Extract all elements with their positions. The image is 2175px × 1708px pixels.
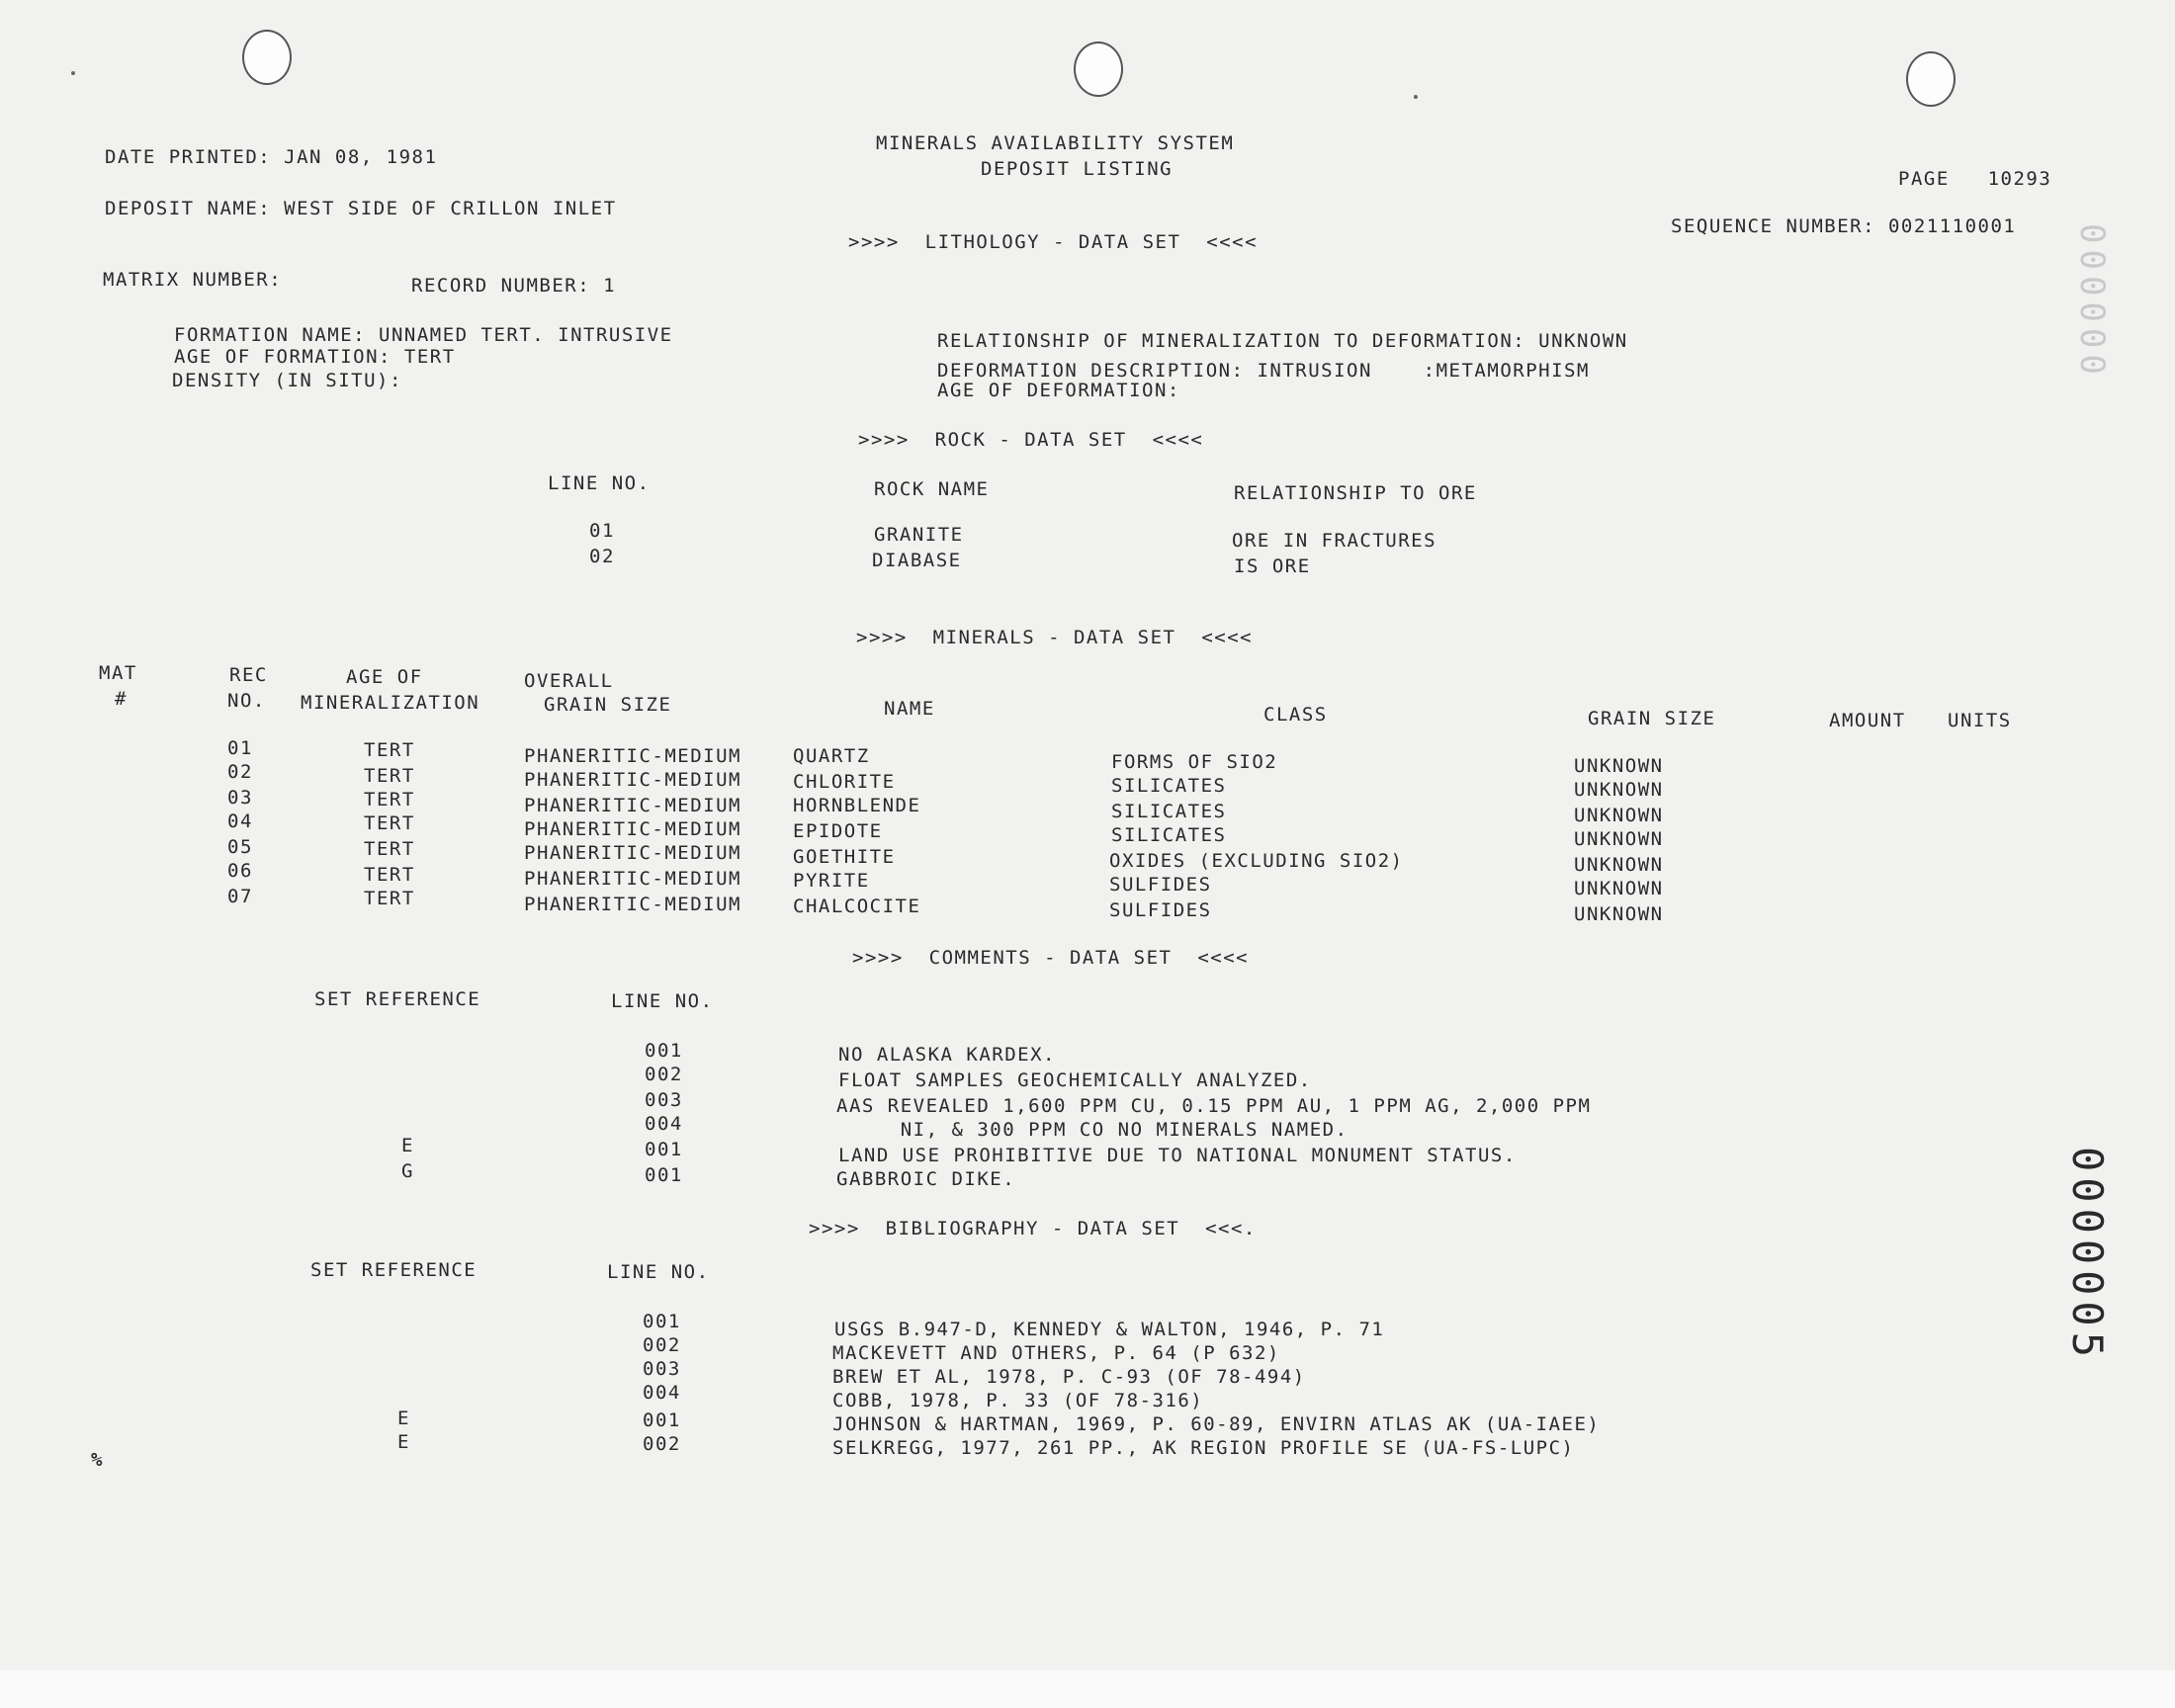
mineral-class: SULFIDES — [1109, 874, 1212, 896]
mineral-name: CHALCOCITE — [793, 896, 921, 917]
mineral-rec: 06 — [227, 860, 253, 882]
punch-hole-right — [1906, 51, 1956, 107]
mineral-grain: UNKNOWN — [1574, 779, 1664, 801]
bibliography-ref: E — [397, 1408, 410, 1429]
lithology-section-title: >>>> LITHOLOGY - DATA SET <<<< — [848, 231, 1259, 253]
mineral-age: TERT — [364, 838, 415, 860]
mineral-grain: UNKNOWN — [1574, 805, 1664, 826]
minerals-header-age-of: AGE OF — [346, 666, 423, 688]
bibliography-line: 003 — [643, 1358, 681, 1380]
comments-section-title: >>>> COMMENTS - DATA SET <<<< — [852, 947, 1250, 969]
mineral-grain: UNKNOWN — [1574, 903, 1664, 925]
mineral-name: QUARTZ — [793, 745, 870, 767]
age-of-formation: AGE OF FORMATION: TERT — [174, 346, 456, 368]
mineralization-relationship: RELATIONSHIP OF MINERALIZATION TO DEFORMATION: UNKNOWN — [937, 330, 1628, 352]
mineral-class: FORMS OF SIO2 — [1111, 751, 1278, 773]
comment-text: NI, & 300 PPM CO NO MINERALS NAMED. — [836, 1119, 1348, 1141]
mineral-rec: 02 — [227, 761, 253, 783]
percent-mark: % — [91, 1449, 104, 1471]
mineral-name: HORNBLENDE — [793, 795, 921, 816]
page-number: PAGE 10293 — [1898, 168, 2052, 190]
mineral-name: EPIDOTE — [793, 820, 883, 842]
rock-row-name: DIABASE — [872, 550, 962, 571]
minerals-header-name: NAME — [884, 698, 935, 720]
bibliography-text: USGS B.947-D, KENNEDY & WALTON, 1946, P. 71 — [834, 1319, 1385, 1340]
comment-line: 004 — [645, 1113, 683, 1135]
bibliography-text: MACKEVETT AND OTHERS, P. 64 (P 632) — [832, 1342, 1280, 1364]
bibliography-text: JOHNSON & HARTMAN, 1969, P. 60-89, ENVIRN ATLAS AK (UA-IAEE) — [832, 1413, 1601, 1435]
minerals-header-mat-hash: # — [115, 688, 128, 710]
mineral-rec: 03 — [227, 787, 253, 809]
mineral-name: GOETHITE — [793, 846, 896, 868]
mineral-overall: PHANERITIC-MEDIUM — [524, 769, 741, 791]
mineral-grain: UNKNOWN — [1574, 755, 1664, 777]
sheet-bottom-edge — [0, 1670, 2175, 1708]
comment-ref: G — [401, 1160, 414, 1182]
rock-row-name: GRANITE — [874, 524, 964, 546]
ink-speck — [71, 71, 75, 75]
mineral-overall: PHANERITIC-MEDIUM — [524, 795, 741, 816]
comments-header-set-reference: SET REFERENCE — [314, 988, 481, 1010]
minerals-header-overall: OVERALL — [524, 670, 614, 692]
punch-hole-left — [242, 30, 292, 85]
bibliography-text: BREW ET AL, 1978, P. C-93 (OF 78-494) — [832, 1366, 1306, 1388]
mineral-age: TERT — [364, 789, 415, 811]
mineral-rec: 07 — [227, 886, 253, 907]
matrix-number: MATRIX NUMBER: — [103, 269, 283, 291]
frame-stamp: 0000005 — [2063, 1147, 2112, 1364]
mineral-rec: 05 — [227, 836, 253, 858]
mineral-age: TERT — [364, 812, 415, 834]
mineral-class: SILICATES — [1111, 775, 1227, 797]
mineral-overall: PHANERITIC-MEDIUM — [524, 868, 741, 890]
bibliography-header-set-reference: SET REFERENCE — [310, 1259, 478, 1281]
bibliography-ref: E — [397, 1431, 410, 1453]
comment-ref: E — [401, 1135, 414, 1156]
rock-row-relationship: ORE IN FRACTURES — [1232, 530, 1437, 552]
minerals-section-title: >>>> MINERALS - DATA SET <<<< — [856, 627, 1254, 648]
deposit-name: DEPOSIT NAME: WEST SIDE OF CRILLON INLET — [105, 198, 617, 219]
comment-text: AAS REVEALED 1,600 PPM CU, 0.15 PPM AU, 1 PPM AG, 2,000 PPM — [836, 1095, 1592, 1117]
minerals-header-grain-size: GRAIN SIZE — [1588, 708, 1716, 729]
rock-header-line-no: LINE NO. — [548, 472, 651, 494]
mineral-grain: UNKNOWN — [1574, 828, 1664, 850]
mineral-overall: PHANERITIC-MEDIUM — [524, 842, 741, 864]
mineral-age: TERT — [364, 765, 415, 787]
mineral-grain: UNKNOWN — [1574, 854, 1664, 876]
frame-stamp-faint: 000000 — [2072, 223, 2112, 381]
comment-line: 001 — [645, 1164, 683, 1186]
mineral-class: SULFIDES — [1109, 899, 1212, 921]
bibliography-line: 001 — [643, 1409, 681, 1431]
mineral-rec: 04 — [227, 811, 253, 832]
comment-text: GABBROIC DIKE. — [836, 1168, 1016, 1190]
mineral-overall: PHANERITIC-MEDIUM — [524, 894, 741, 915]
comments-header-line-no: LINE NO. — [611, 990, 714, 1012]
formation-name: FORMATION NAME: UNNAMED TERT. INTRUSIVE — [174, 324, 673, 346]
rock-row-line: 02 — [589, 546, 615, 567]
mineral-overall: PHANERITIC-MEDIUM — [524, 818, 741, 840]
mineral-rec: 01 — [227, 737, 253, 759]
mineral-grain: UNKNOWN — [1574, 878, 1664, 899]
minerals-header-units: UNITS — [1948, 710, 2012, 731]
minerals-header-class: CLASS — [1263, 704, 1328, 726]
rock-row-relationship: IS ORE — [1234, 555, 1311, 577]
comment-line: 003 — [645, 1089, 683, 1111]
system-title: MINERALS AVAILABILITY SYSTEM — [876, 132, 1235, 154]
rock-row-line: 01 — [589, 520, 615, 542]
record-number: RECORD NUMBER: 1 — [411, 275, 617, 297]
comment-line: 002 — [645, 1064, 683, 1085]
bibliography-header-line-no: LINE NO. — [607, 1261, 710, 1283]
rock-section-title: >>>> ROCK - DATA SET <<<< — [858, 429, 1204, 451]
bibliography-section-title: >>>> BIBLIOGRAPHY - DATA SET <<<. — [809, 1218, 1257, 1239]
mineral-class: SILICATES — [1111, 824, 1227, 846]
mineral-name: CHLORITE — [793, 771, 896, 793]
date-printed: DATE PRINTED: JAN 08, 1981 — [105, 146, 438, 168]
mineral-overall: PHANERITIC-MEDIUM — [524, 745, 741, 767]
comment-text: NO ALASKA KARDEX. — [838, 1044, 1056, 1066]
bibliography-line: 004 — [643, 1382, 681, 1404]
deformation-description: DEFORMATION DESCRIPTION: INTRUSION :METAMORPHISM — [937, 360, 1590, 382]
minerals-header-mineralization: MINERALIZATION — [301, 692, 480, 714]
minerals-header-mat: MAT — [99, 662, 137, 684]
mineral-age: TERT — [364, 888, 415, 909]
mineral-class: SILICATES — [1111, 801, 1227, 822]
sequence-number: SEQUENCE NUMBER: 0021110001 — [1671, 215, 2017, 237]
mineral-age: TERT — [364, 739, 415, 761]
punch-hole-center — [1074, 42, 1123, 97]
rock-header-relationship: RELATIONSHIP TO ORE — [1234, 482, 1477, 504]
minerals-header-overall-grain: GRAIN SIZE — [544, 694, 672, 716]
bibliography-line: 002 — [643, 1433, 681, 1455]
bibliography-line: 002 — [643, 1334, 681, 1356]
minerals-header-rec: REC — [229, 664, 268, 686]
mineral-class: OXIDES (EXCLUDING SIO2) — [1109, 850, 1404, 872]
bibliography-text: SELKREGG, 1977, 261 PP., AK REGION PROFILE SE (UA-FS-LUPC) — [832, 1437, 1575, 1459]
comment-text: FLOAT SAMPLES GEOCHEMICALLY ANALYZED. — [838, 1069, 1312, 1091]
minerals-header-rec-no: NO. — [227, 690, 266, 712]
bibliography-line: 001 — [643, 1311, 681, 1332]
density: DENSITY (IN SITU): — [172, 370, 402, 391]
bibliography-text: COBB, 1978, P. 33 (OF 78-316) — [832, 1390, 1204, 1411]
rock-header-rock-name: ROCK NAME — [874, 478, 990, 500]
ink-speck — [1414, 95, 1418, 99]
minerals-header-amount: AMOUNT — [1829, 710, 1906, 731]
listing-title: DEPOSIT LISTING — [981, 158, 1174, 180]
comment-text: LAND USE PROHIBITIVE DUE TO NATIONAL MONUMENT STATUS. — [838, 1145, 1517, 1166]
comment-line: 001 — [645, 1040, 683, 1062]
mineral-age: TERT — [364, 864, 415, 886]
mineral-name: PYRITE — [793, 870, 870, 892]
age-of-deformation: AGE OF DEFORMATION: — [937, 380, 1180, 401]
comment-line: 001 — [645, 1139, 683, 1160]
